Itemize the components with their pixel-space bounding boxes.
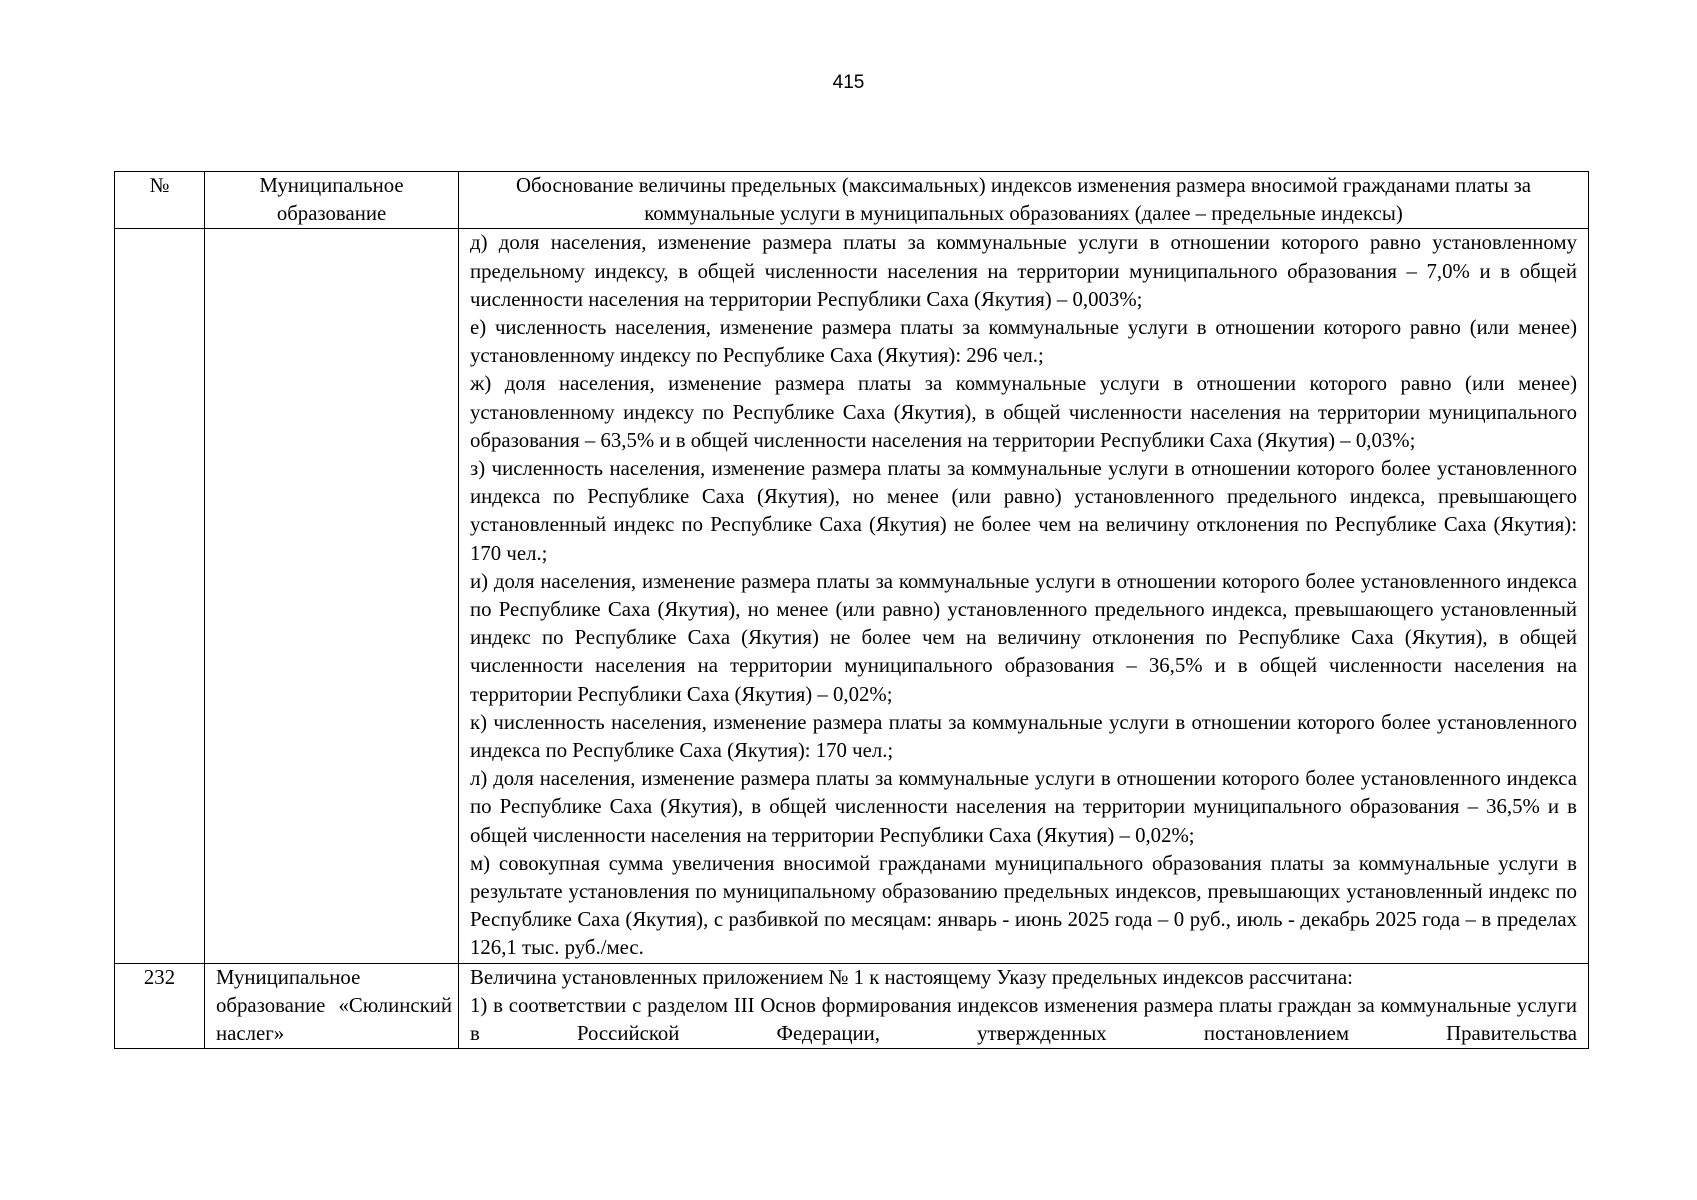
paragraph-k: к) численность населения, изменение размера платы за коммунальные услуги в отношении которого более установленного индекса по Республике Саха (Якутия): 170 чел.; bbox=[470, 710, 1577, 763]
paragraph-d: д) доля населения, изменение размера платы за коммунальные услуги в отношении которого равно установленному предельному индексу, в общей численности населения на территории муниципального образования – 7,0% и в общей численности населения на территории Республики Саха (Якутия) – 0,003%; bbox=[470, 231, 1577, 311]
page-number: 415 bbox=[832, 72, 865, 93]
table-row bbox=[115, 963, 1589, 1049]
paragraph-1: 1) в соответствии с разделом III Основ формирования индексов изменения размера платы граждан за коммунальные услуги в Российской Федерации, утвержденных постановлением Правительства bbox=[470, 993, 1577, 1046]
paragraph-e: е) численность населения, изменение размера платы за коммунальные услуги в отношении которого равно (или менее) установленному индексу по Республике Саха (Якутия): 296 чел.; bbox=[470, 316, 1577, 368]
table-row bbox=[115, 229, 1589, 963]
row-municipality bbox=[205, 229, 459, 963]
header-justification: Обоснование величины предельных (максимальных) индексов изменения размера вносимой гражданами платы за коммунальные услуги в муниципальных образованиях (далее – предельные индексы) bbox=[459, 172, 1589, 229]
paragraph-z: з) численность населения, изменение размера платы за коммунальные услуги в отношении которого более установленного индекса по Республике Саха (Якутия), но менее (или равно) установленного предельного индекса, превышающего установленный индекс по Республике Саха (Якутия) не более чем на величину отклонения по Республике Саха (Якутия): 170 чел.; bbox=[470, 457, 1577, 565]
header-number: № bbox=[115, 172, 205, 229]
justification-table bbox=[114, 171, 1589, 1049]
row-justification bbox=[459, 963, 1589, 1049]
row-municipality: Муниципальное образование «Сюлинский наслег» bbox=[205, 963, 459, 1049]
paragraph-intro: Величина установленных приложением № 1 к настоящему Указу предельных индексов рассчитана: bbox=[470, 965, 1353, 989]
paragraph-m: м) совокупная сумма увеличения вносимой гражданами муниципального образования платы за коммунальные услуги в результате установления по муниципальному образованию предельных индексов, превышающих установленный индекс по Республике Саха (Якутия), с разбивкой по месяцам: январь - июнь 2025 года – 0 руб., июль - декабрь 2025 года – в пределах 126,1 тыс. руб./мес. bbox=[470, 851, 1577, 960]
paragraph-i: и) доля населения, изменение размера платы за коммунальные услуги в отношении которого более установленного индекса по Республике Саха (Якутия), но менее (или равно) установленного предельного индекса, превышающего установленный индекс по Республике Саха (Якутия) не более чем на величину отклонения по Республике Саха (Якутия), в общей численности населения на территории муниципального образования – 36,5% и в общей численности населения на территории Республики Саха (Якутия) – 0,02%; bbox=[470, 569, 1577, 706]
row-number: 232 bbox=[115, 963, 205, 1049]
row-number bbox=[115, 229, 205, 963]
table-header-row bbox=[115, 172, 1589, 229]
paragraph-zh: ж) доля населения, изменение размера платы за коммунальные услуги в отношении которого равно (или менее) установленному индексу по Республике Саха (Якутия), в общей численности населения на территории муниципального образования – 63,5% и в общей численности населения на территории Республики Саха (Якутия) – 0,03%; bbox=[470, 372, 1577, 452]
row-justification bbox=[459, 229, 1589, 963]
paragraph-l: л) доля населения, изменение размера платы за коммунальные услуги в отношении которого более установленного индекса по Республике Саха (Якутия), в общей численности населения на территории муниципального образования – 36,5% и в общей численности населения на территории Республики Саха (Якутия) – 0,02%; bbox=[470, 767, 1577, 847]
header-municipality: Муниципальное образование bbox=[205, 172, 459, 229]
